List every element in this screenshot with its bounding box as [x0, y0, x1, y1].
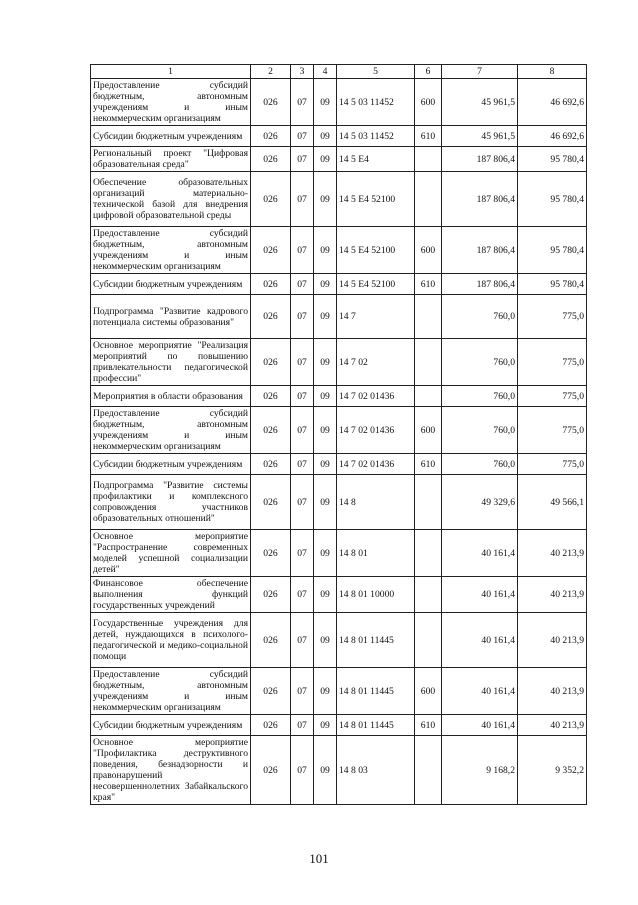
section-code-cell: 07: [291, 530, 314, 577]
expense-type-cell: [415, 339, 442, 386]
row-name-cell: Подпрограмма "Развитие системы профилактики и комплексного сопровождения участников образовательных отношений": [91, 475, 251, 530]
expense-type-cell: [415, 530, 442, 577]
section-code-cell: 07: [291, 295, 314, 339]
expense-type-cell: [415, 613, 442, 668]
subsection-code-cell: 09: [314, 274, 337, 295]
expense-type-cell: 610: [415, 126, 442, 147]
section-code-cell: 07: [291, 339, 314, 386]
expense-type-cell: [415, 577, 442, 613]
row-name-cell: Мероприятия в области образования: [91, 386, 251, 407]
amount-year2-cell: 49 566,1: [518, 475, 587, 530]
ministry-code-cell: 026: [251, 668, 291, 715]
row-name-cell: Субсидии бюджетным учреждениям: [91, 715, 251, 736]
target-article-cell: 14 5 E4 52100: [337, 227, 415, 274]
target-article-cell: 14 8: [337, 475, 415, 530]
row-name-cell: Обеспечение образовательных организаций материально-технической базой для внедрения цифровой образовательной среды: [91, 172, 251, 227]
column-number: 8: [518, 65, 587, 79]
table-row: [91, 454, 587, 475]
row-name-cell: Предоставление субсидий бюджетным, автономным учреждениям и иным некоммерческим организациям: [91, 227, 251, 274]
expense-type-cell: 600: [415, 407, 442, 454]
section-code-cell: 07: [291, 126, 314, 147]
row-name-cell: Основное мероприятие "Реализация мероприятий по повышению привлекательности педагогической профессии": [91, 339, 251, 386]
ministry-code-cell: 026: [251, 274, 291, 295]
subsection-code-cell: 09: [314, 475, 337, 530]
ministry-code-cell: 026: [251, 227, 291, 274]
column-number: 6: [415, 65, 442, 79]
row-name-cell: Подпрограмма "Развитие кадрового потенциала системы образования": [91, 295, 251, 339]
amount-year1-cell: 187 806,4: [442, 227, 518, 274]
subsection-code-cell: 09: [314, 386, 337, 407]
ministry-code-cell: 026: [251, 715, 291, 736]
amount-year1-cell: 760,0: [442, 295, 518, 339]
expense-type-cell: [415, 172, 442, 227]
target-article-cell: 14 8 01 11445: [337, 613, 415, 668]
target-article-cell: 14 8 01 11445: [337, 668, 415, 715]
target-article-cell: 14 7 02 01436: [337, 386, 415, 407]
table-row: [91, 530, 587, 577]
section-code-cell: 07: [291, 613, 314, 668]
row-name-cell: Субсидии бюджетным учреждениям: [91, 454, 251, 475]
amount-year2-cell: 40 213,9: [518, 577, 587, 613]
table-row: [91, 295, 587, 339]
amount-year2-cell: 9 352,2: [518, 736, 587, 805]
row-name-cell: Субсидии бюджетным учреждениям: [91, 126, 251, 147]
table-row: [91, 715, 587, 736]
amount-year1-cell: 9 168,2: [442, 736, 518, 805]
amount-year2-cell: 775,0: [518, 407, 587, 454]
subsection-code-cell: 09: [314, 126, 337, 147]
expense-type-cell: 600: [415, 79, 442, 126]
ministry-code-cell: 026: [251, 577, 291, 613]
expense-type-cell: [415, 295, 442, 339]
section-code-cell: 07: [291, 147, 314, 172]
target-article-cell: 14 5 03 11452: [337, 79, 415, 126]
table-row: [91, 736, 587, 805]
section-code-cell: 07: [291, 577, 314, 613]
subsection-code-cell: 09: [314, 339, 337, 386]
subsection-code-cell: 09: [314, 227, 337, 274]
ministry-code-cell: 026: [251, 530, 291, 577]
expense-type-cell: 610: [415, 274, 442, 295]
row-name-cell: Государственные учреждения для детей, нуждающихся в психолого-педагогической и медико-социальной помощи: [91, 613, 251, 668]
section-code-cell: 07: [291, 172, 314, 227]
subsection-code-cell: 09: [314, 295, 337, 339]
column-number: 4: [314, 65, 337, 79]
row-name-cell: Предоставление субсидий бюджетным, автономным учреждениям и иным некоммерческим организациям: [91, 407, 251, 454]
subsection-code-cell: 09: [314, 613, 337, 668]
target-article-cell: 14 5 E4 52100: [337, 274, 415, 295]
table-row: [91, 274, 587, 295]
amount-year1-cell: 760,0: [442, 386, 518, 407]
subsection-code-cell: 09: [314, 172, 337, 227]
ministry-code-cell: 026: [251, 386, 291, 407]
column-number: 1: [91, 65, 251, 79]
amount-year1-cell: 40 161,4: [442, 668, 518, 715]
target-article-cell: 14 8 01 11445: [337, 715, 415, 736]
target-article-cell: 14 8 01 10000: [337, 577, 415, 613]
ministry-code-cell: 026: [251, 172, 291, 227]
target-article-cell: 14 7 02 01436: [337, 454, 415, 475]
section-code-cell: 07: [291, 227, 314, 274]
subsection-code-cell: 09: [314, 577, 337, 613]
section-code-cell: 07: [291, 386, 314, 407]
amount-year1-cell: 760,0: [442, 454, 518, 475]
table-row: [91, 227, 587, 274]
row-name-cell: Предоставление субсидий бюджетным, автономным учреждениям и иным некоммерческим организациям: [91, 79, 251, 126]
section-code-cell: 07: [291, 715, 314, 736]
table-row: [91, 147, 587, 172]
ministry-code-cell: 026: [251, 126, 291, 147]
column-number: 5: [337, 65, 415, 79]
ministry-code-cell: 026: [251, 339, 291, 386]
amount-year1-cell: 187 806,4: [442, 147, 518, 172]
amount-year1-cell: 40 161,4: [442, 613, 518, 668]
amount-year1-cell: 40 161,4: [442, 577, 518, 613]
ministry-code-cell: 026: [251, 407, 291, 454]
expense-type-cell: 600: [415, 227, 442, 274]
amount-year1-cell: 40 161,4: [442, 530, 518, 577]
amount-year1-cell: 187 806,4: [442, 274, 518, 295]
target-article-cell: 14 7: [337, 295, 415, 339]
row-name-cell: Основное мероприятие "Профилактика деструктивного поведения, безнадзорности и правонарушений несовершеннолетних Забайкальского края": [91, 736, 251, 805]
target-article-cell: 14 7 02 01436: [337, 407, 415, 454]
section-code-cell: 07: [291, 668, 314, 715]
amount-year2-cell: 95 780,4: [518, 147, 587, 172]
amount-year2-cell: 40 213,9: [518, 530, 587, 577]
row-name-cell: Субсидии бюджетным учреждениям: [91, 274, 251, 295]
ministry-code-cell: 026: [251, 454, 291, 475]
amount-year1-cell: 760,0: [442, 407, 518, 454]
expense-type-cell: [415, 386, 442, 407]
subsection-code-cell: 09: [314, 715, 337, 736]
expense-type-cell: 610: [415, 454, 442, 475]
column-number: 2: [251, 65, 291, 79]
ministry-code-cell: 026: [251, 613, 291, 668]
amount-year2-cell: 40 213,9: [518, 668, 587, 715]
row-name-cell: Предоставление субсидий бюджетным, автономным учреждениям и иным некоммерческим организациям: [91, 668, 251, 715]
target-article-cell: 14 5 03 11452: [337, 126, 415, 147]
target-article-cell: 14 7 02: [337, 339, 415, 386]
amount-year2-cell: 775,0: [518, 295, 587, 339]
table-row: [91, 172, 587, 227]
subsection-code-cell: 09: [314, 530, 337, 577]
target-article-cell: 14 5 E4: [337, 147, 415, 172]
row-name-cell: Финансовое обеспечение выполнения функций государственных учреждений: [91, 577, 251, 613]
ministry-code-cell: 026: [251, 147, 291, 172]
expense-type-cell: [415, 475, 442, 530]
column-number: 3: [291, 65, 314, 79]
column-number-row: [91, 65, 587, 79]
subsection-code-cell: 09: [314, 147, 337, 172]
section-code-cell: 07: [291, 274, 314, 295]
amount-year1-cell: 49 329,6: [442, 475, 518, 530]
row-name-cell: Региональный проект "Цифровая образовательная среда": [91, 147, 251, 172]
expense-type-cell: 600: [415, 668, 442, 715]
table-row: [91, 79, 587, 126]
table-row: [91, 126, 587, 147]
section-code-cell: 07: [291, 79, 314, 126]
column-number: 7: [442, 65, 518, 79]
ministry-code-cell: 026: [251, 295, 291, 339]
section-code-cell: 07: [291, 407, 314, 454]
target-article-cell: 14 5 E4 52100: [337, 172, 415, 227]
amount-year2-cell: 775,0: [518, 454, 587, 475]
subsection-code-cell: 09: [314, 454, 337, 475]
amount-year2-cell: 95 780,4: [518, 274, 587, 295]
table-row: [91, 613, 587, 668]
table-body: [91, 65, 587, 805]
target-article-cell: 14 8 03: [337, 736, 415, 805]
section-code-cell: 07: [291, 454, 314, 475]
table-row: [91, 407, 587, 454]
amount-year2-cell: 95 780,4: [518, 227, 587, 274]
budget-table: [90, 64, 587, 805]
table-row: [91, 475, 587, 530]
amount-year1-cell: 760,0: [442, 339, 518, 386]
amount-year2-cell: 46 692,6: [518, 79, 587, 126]
amount-year1-cell: 45 961,5: [442, 126, 518, 147]
ministry-code-cell: 026: [251, 475, 291, 530]
section-code-cell: 07: [291, 475, 314, 530]
amount-year1-cell: 45 961,5: [442, 79, 518, 126]
target-article-cell: 14 8 01: [337, 530, 415, 577]
page-number: 101: [309, 851, 329, 866]
subsection-code-cell: 09: [314, 407, 337, 454]
table-row: [91, 339, 587, 386]
amount-year1-cell: 187 806,4: [442, 172, 518, 227]
subsection-code-cell: 09: [314, 668, 337, 715]
row-name-cell: Основное мероприятие "Распространение современных моделей успешной социализации детей": [91, 530, 251, 577]
table-row: [91, 668, 587, 715]
amount-year2-cell: 40 213,9: [518, 715, 587, 736]
amount-year2-cell: 40 213,9: [518, 613, 587, 668]
amount-year2-cell: 775,0: [518, 386, 587, 407]
amount-year1-cell: 40 161,4: [442, 715, 518, 736]
expense-type-cell: 610: [415, 715, 442, 736]
table-row: [91, 386, 587, 407]
subsection-code-cell: 09: [314, 736, 337, 805]
ministry-code-cell: 026: [251, 79, 291, 126]
subsection-code-cell: 09: [314, 79, 337, 126]
amount-year2-cell: 775,0: [518, 339, 587, 386]
expense-type-cell: [415, 736, 442, 805]
ministry-code-cell: 026: [251, 736, 291, 805]
amount-year2-cell: 95 780,4: [518, 172, 587, 227]
amount-year2-cell: 46 692,6: [518, 126, 587, 147]
expense-type-cell: [415, 147, 442, 172]
section-code-cell: 07: [291, 736, 314, 805]
table-row: [91, 577, 587, 613]
